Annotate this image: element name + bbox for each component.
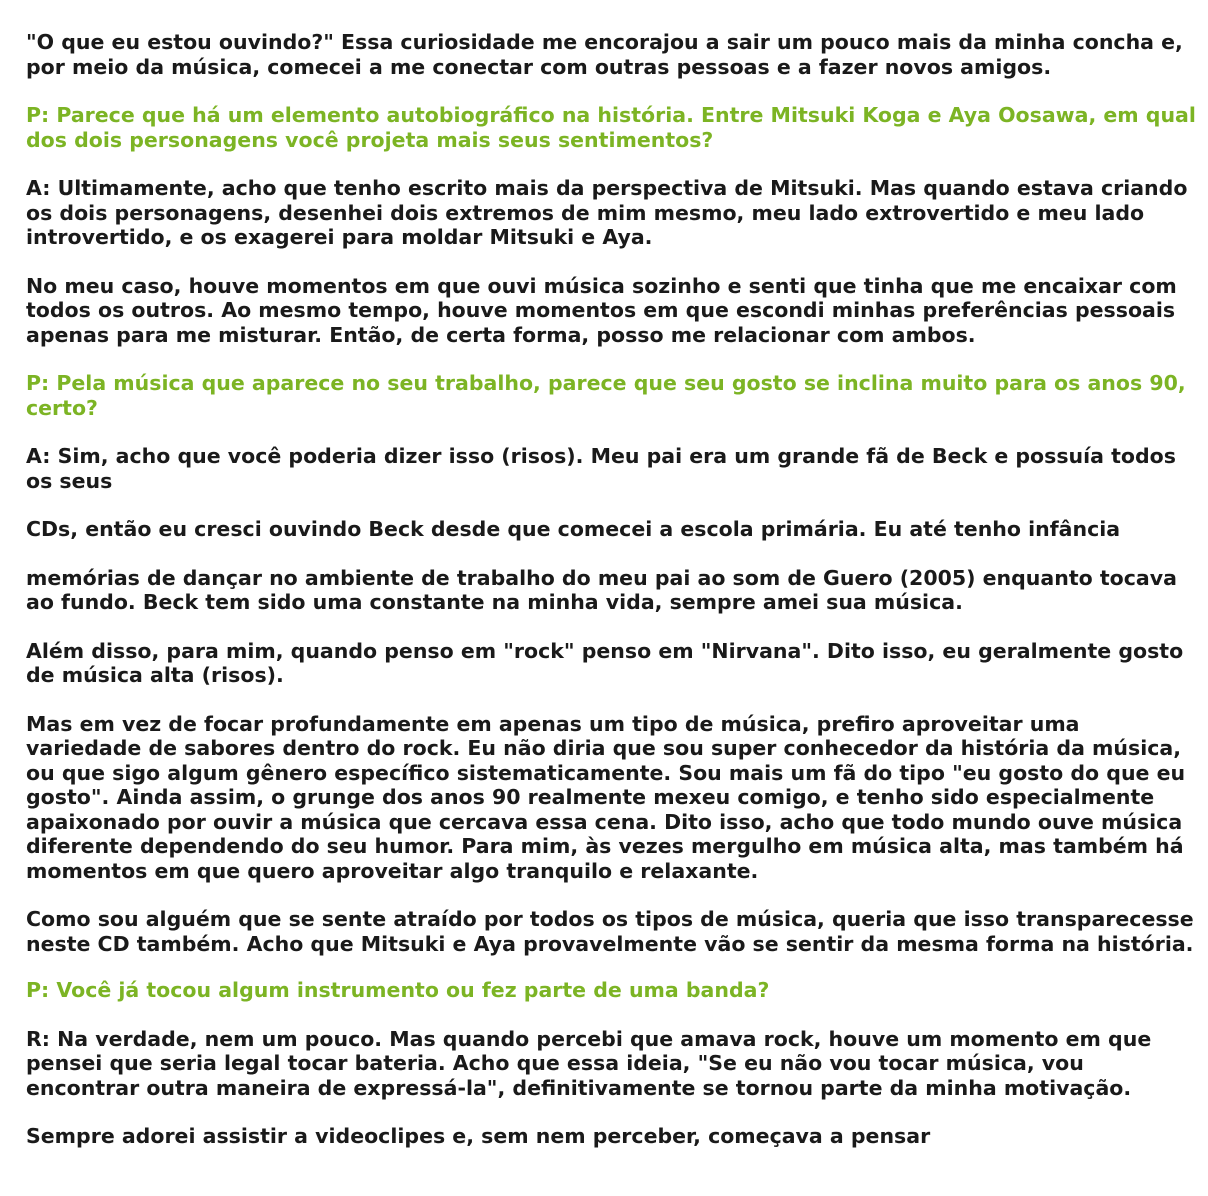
paragraph-answer: Mas em vez de focar profundamente em apenas um tipo de música, prefiro aproveitar uma variedade de sabores dentro do rock. Eu não diria que sou super conhecedor da história da música, ou que sigo algum gênero específico sistematicamente. Sou mais um fã do tipo "eu gosto do que eu gosto". Ainda assim, o grunge dos anos 90 realmente mexeu comigo, e tenho sido especialmente apaixonado por ouvir a música que cercava essa cena. Dito isso, acho que todo mundo ouve música diferente dependendo do seu humor. Para mim, às vezes mergulho em música alta, mas também há momentos em que quero aproveitar algo tranquilo e relaxante. — [26, 711, 1186, 883]
paragraph-answer: R: Na verdade, nem um pouco. Mas quando percebi que amava rock, houve um momento em que pensei que seria legal tocar bateria. Acho que essa ideia, "Se eu não vou tocar música, vou encontrar outra maneira de expressá-la", definitivamente se tornou parte da minha motivação. — [26, 1026, 1152, 1100]
paragraph-answer: Sempre adorei assistir a videoclipes e, sem nem perceber, começava a pensar — [26, 1124, 931, 1148]
paragraph-answer: No meu caso, houve momentos em que ouvi música sozinho e senti que tinha que me encaixar com todos os outros. Ao mesmo tempo, houve momentos em que escondi minhas preferências pessoais apenas para me misturar. Então, de certa forma, posso me relacionar com ambos. — [26, 273, 1177, 347]
paragraph-answer: Como sou alguém que se sente atraído por todos os tipos de música, queria que isso transparecesse neste CD também. Acho que Mitsuki e Aya provavelmente vão se sentir da mesma forma na história. — [26, 907, 1194, 956]
paragraph-answer: A: Sim, acho que você poderia dizer isso (risos). Meu pai era um grande fã de Beck e possuía todos os seus — [26, 444, 1176, 493]
interview-text — [26, 30, 1198, 1173]
paragraph-question: P: Você já tocou algum instrumento ou fez parte de uma banda? — [26, 978, 770, 1002]
paragraph-question: P: Pela música que aparece no seu trabalho, parece que seu gosto se inclina muito para os anos 90, certo? — [26, 371, 1186, 420]
paragraph-answer: Além disso, para mim, quando penso em "rock" penso em "Nirvana". Dito isso, eu geralmente gosto de música alta (risos). — [26, 638, 1184, 687]
paragraph-answer: CDs, então eu cresci ouvindo Beck desde que comecei a escola primária. Eu até tenho infância — [26, 517, 1121, 541]
paragraph-question: P: Parece que há um elemento autobiográfico na história. Entre Mitsuki Koga e Aya Oosawa, em qual dos dois personagens você projeta mais seus sentimentos? — [26, 103, 1196, 152]
paragraph-answer: A: Ultimamente, acho que tenho escrito mais da perspectiva de Mitsuki. Mas quando estava criando os dois personagens, desenhei dois extremos de mim mesmo, meu lado extrovertido e meu lado introvertido, e os exagerei para moldar Mitsuki e Aya. — [26, 176, 1188, 249]
paragraph-answer: memórias de dançar no ambiente de trabalho do meu pai ao som de Guero (2005) enquanto tocava ao fundo. Beck tem sido uma constante na minha vida, sempre amei sua música. — [26, 565, 1177, 614]
paragraph-answer: "O que eu estou ouvindo?" Essa curiosidade me encorajou a sair um pouco mais da minha concha e, por meio da música, comecei a me conectar com outras pessoas e a fazer novos amigos. — [26, 30, 1183, 79]
